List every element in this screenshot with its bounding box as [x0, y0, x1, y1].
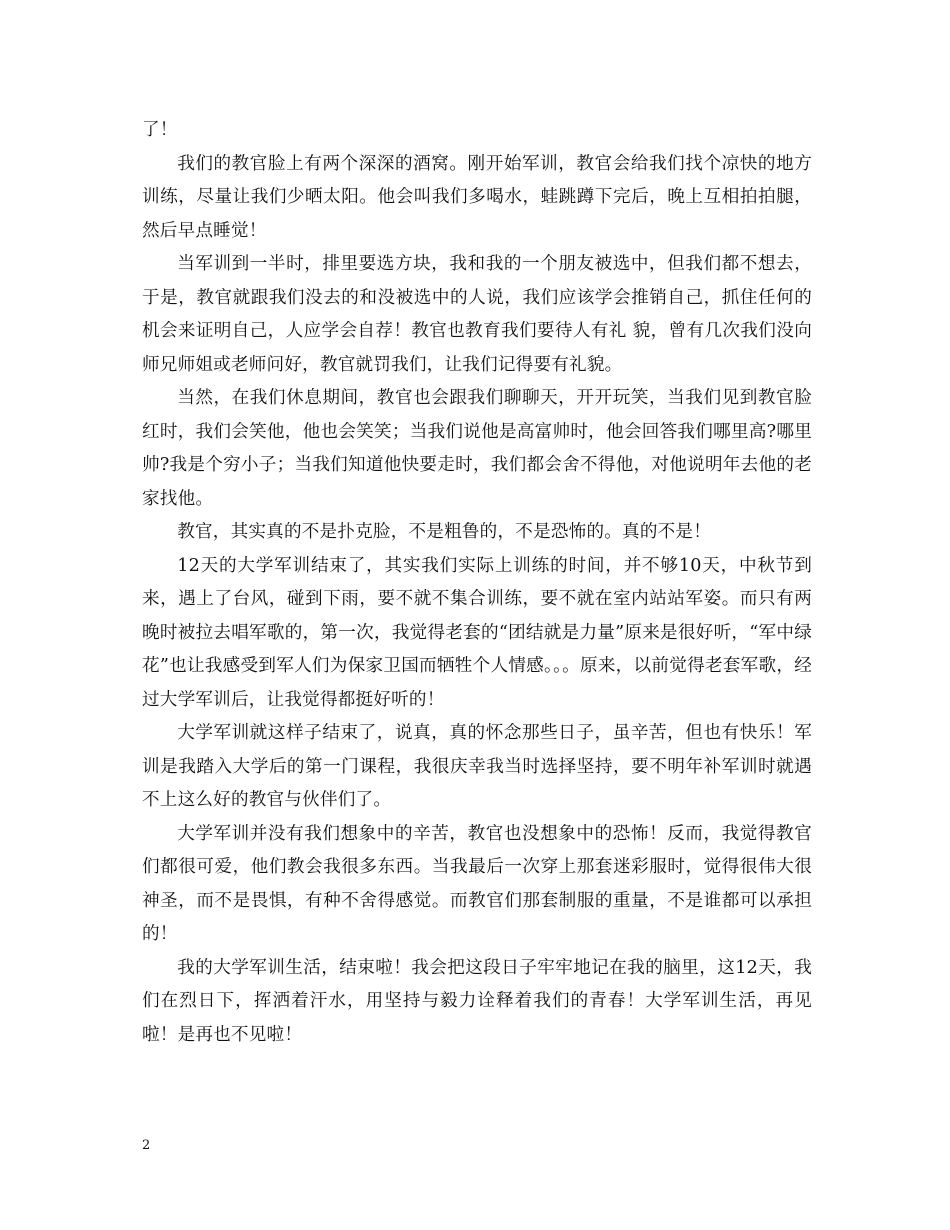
- paragraph-continuation: 了！: [142, 120, 178, 140]
- paragraph-not-hard: 大学军训并没有我们想象中的辛苦，教官也没想象中的恐怖！反而，我觉得教官们都很可爱，他们教会我很多东西。当我最后一次穿上那套迷彩服时，觉得很伟大很神圣，而不是畏惧，有种不舍得感觉。而教官们那套制服的重量，不是谁都可以承担的！: [142, 823, 812, 944]
- paragraph-square-team: 当军训到一半时，排里要选方块，我和我的一个朋友被选中，但我们都不想去，于是，教官就跟我们没去的和没被选中的人说，我们应该学会推销自己，抓住任何的机会来证明自己，人应学会自荐！教官也教育我们要待人有礼 貌，曾有几次我们没向师兄师姐或老师问好，教官就罚我们，让我们记得要有礼貌。: [142, 254, 812, 375]
- paragraph-missing-days: 大学军训就这样子结束了，说真，真的怀念那些日子，虽辛苦，但也有快乐！军训是我踏入大学后的第一门课程，我很庆幸我当时选择坚持，要不明年补军训时就遇不上这么好的教官与伙伴们了。: [142, 723, 812, 810]
- paragraph-chatting: 当然，在我们休息期间，教官也会跟我们聊聊天，开开玩笑，当我们见到教官脸红时，我们会笑他，他也会笑笑；当我们说他是高富帅时，他会回答我们哪里高?哪里帅?我是个穷小子；当我们知道他快要走时，我们都会舍不得他，对他说明年去他的老家找他。: [142, 388, 812, 509]
- paragraph-not-scary: 教官，其实真的不是扑克脸，不是粗鲁的，不是恐怖的。真的不是！: [177, 522, 712, 542]
- paragraph-farewell: 我的大学军训生活，结束啦！我会把这段日子牢牢地记在我的脑里，这12天，我们在烈日下，挥洒着汗水，用坚持与毅力诠释着我们的青春！大学军训生活，再见啦！是再也不见啦！: [142, 957, 812, 1045]
- document-body: [142, 114, 812, 1052]
- page-number: 2: [142, 1138, 151, 1153]
- paragraph-instructor-dimples: 我们的教官脸上有两个深深的酒窝。刚开始军训，教官会给我们找个凉快的地方训练，尽量让我们少晒太阳。他会叫我们多喝水，蛙跳蹲下完后，晚上互相拍拍腿，然后早点睡觉！: [142, 153, 812, 241]
- paragraph-training-ended: 12天的大学军训结束了，其实我们实际上训练的时间，并不够10天，中秋节到来，遇上了台风，碰到下雨，要不就不集合训练，要不就在室内站站军姿。而只有两晚时被拉去唱军歌的，第一次，我觉得老套的“团结就是力量”原来是很好听，“军中绿花”也让我感受到军人们为保家卫国而牺牲个人情感。。。原来，以前觉得老套军歌，经过大学军训后，让我觉得都挺好听的！: [142, 555, 812, 710]
